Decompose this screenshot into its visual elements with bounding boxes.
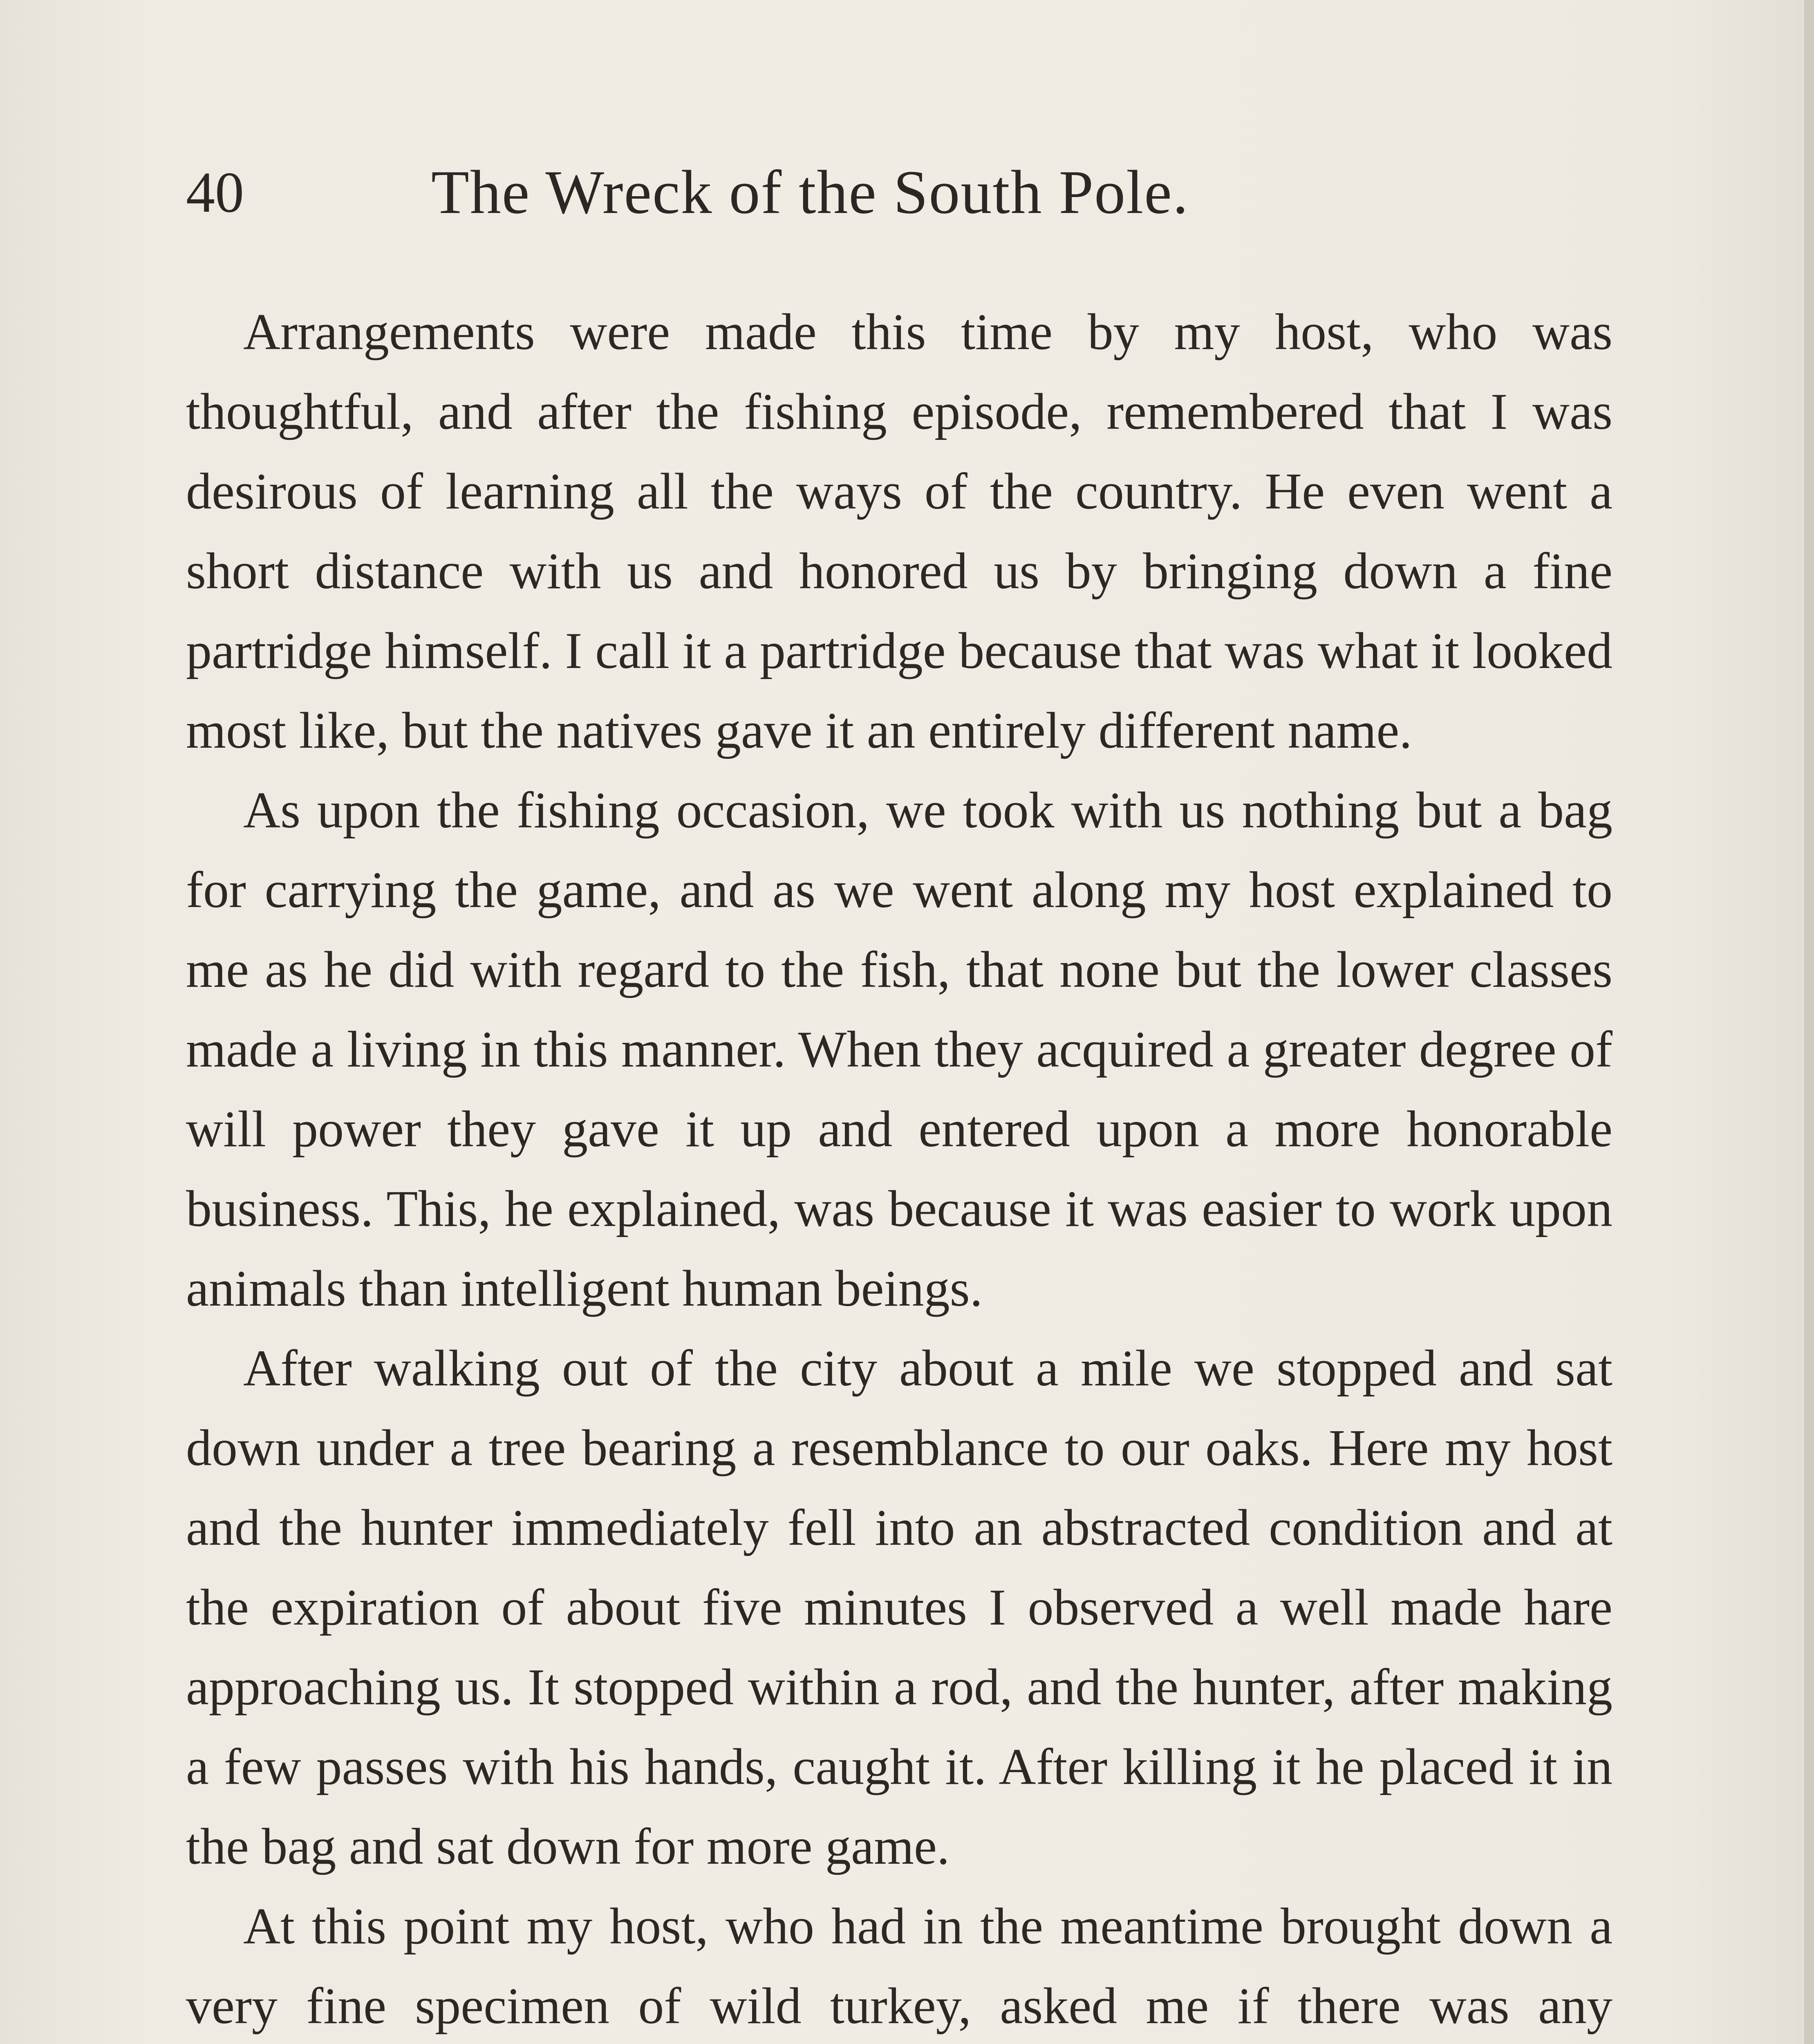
paragraph-3: After walking out of the city about a mile we stopped and sat down under a tree bearing a resemblance to our oaks. Here my host and the hunter immediately fell into an abstracted condition and at the expiration of about five minutes I observed a well made hare approaching us. It stopped within a rod, and the hunter, after making a few passes with his hands, caught it. After killing it he placed it in the bag and sat down for more game. — [186, 1340, 1612, 1875]
page-number: 40 — [186, 160, 244, 224]
page-header — [186, 151, 1641, 233]
paragraph-1: Arrangements were made this time by my host, who was thoughtful, and after the fishing episode, remembered that I was desirous of learning all the ways of the country. He even went a short distance with us and honored us by bringing down a fine partridge himself. I call it a partridge because that was what it looked most like, but the natives gave it an entirely different name. — [186, 304, 1612, 759]
paragraph-2: As upon the fishing occasion, we took with us nothing but a bag for carrying the game, and as we went along my host explained to me as he did with regard to the fish, that none but the lower classes made a living in this manner. When they acquired a greater degree of will power they gave it up and entered upon a more honorable business. This, he explained, was because it was easier to work upon animals than intelligent human beings. — [186, 782, 1612, 1317]
page-edge — [1804, 0, 1814, 2044]
paragraph-4: At this point my host, who had in the meantime brought down a very fine specimen of wild turkey, asked me if there was any — [186, 1898, 1612, 2035]
body-text — [186, 292, 1612, 2044]
running-title: The Wreck of the South Pole. — [431, 158, 1189, 226]
